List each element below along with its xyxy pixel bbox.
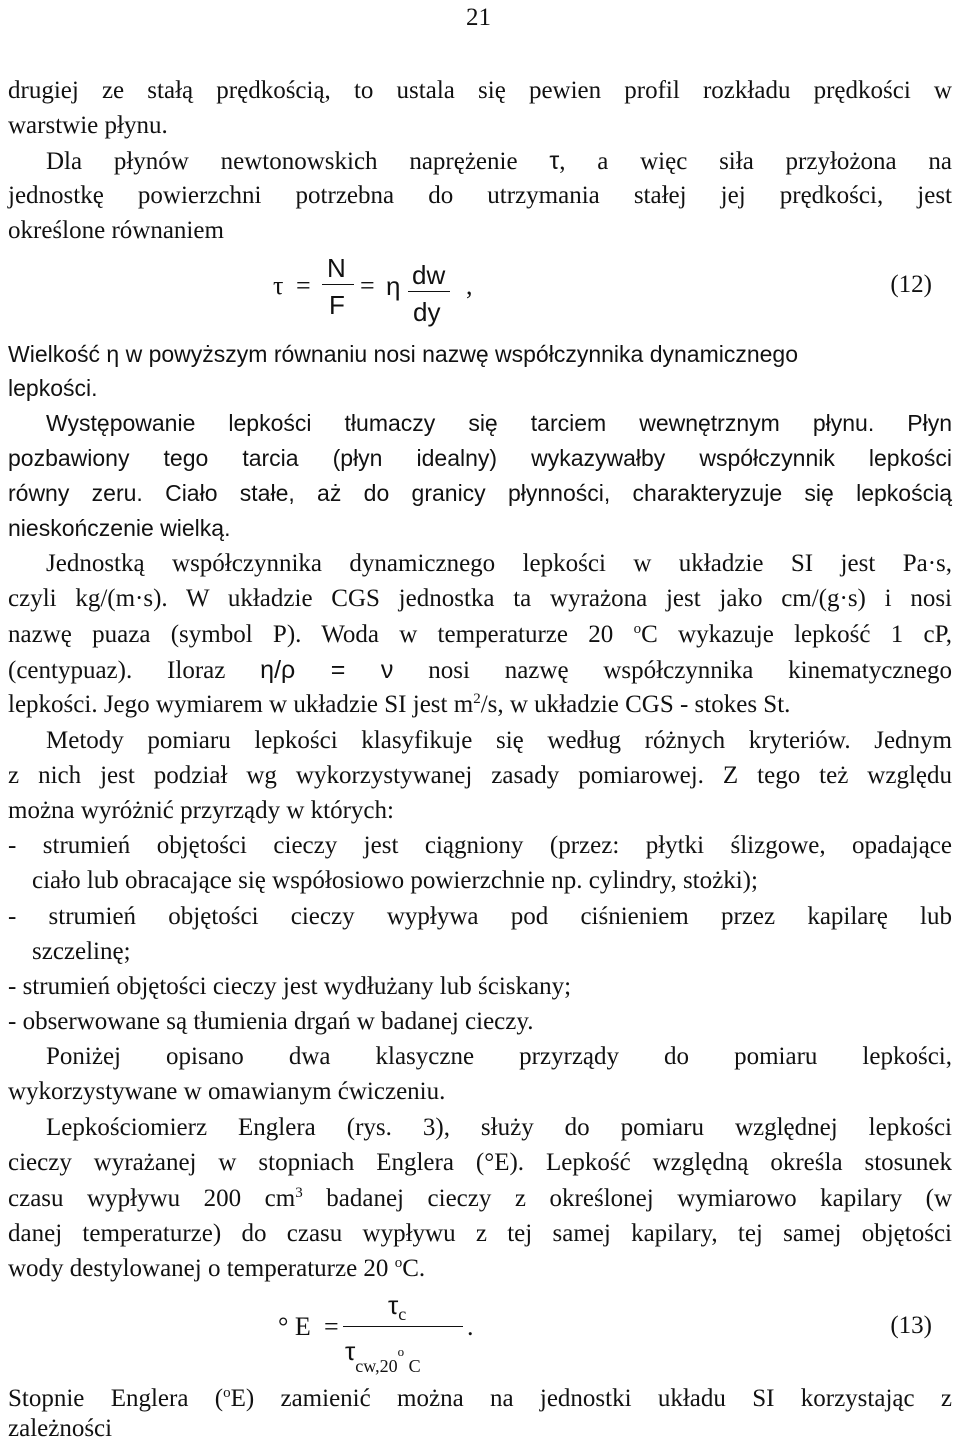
text-line: warstwie płynu. — [8, 112, 168, 139]
list-item-continuation: ciało lub obracające się współosiowo powierzchnie np. cylindry, stożki); — [32, 867, 758, 894]
text-line: określone równaniem — [8, 217, 224, 244]
text-line — [8, 146, 952, 177]
eq-numerator-n: N — [327, 253, 346, 283]
eq-equals: = — [296, 271, 311, 300]
text-line: można wyróżnić przyrządy w których: — [8, 797, 394, 824]
text-line — [8, 339, 952, 369]
tau-symbol: τ — [345, 1336, 356, 1366]
text-span: nazwę puaza (symbol P). Woda w temperaturze 20 — [8, 621, 634, 648]
superscript: o — [394, 1255, 403, 1271]
text-span: E) zamienić można na jednostki układu SI korzystając z — [230, 1385, 952, 1412]
text-line: nieskończenie wielką. — [8, 515, 231, 541]
superscript: o — [633, 621, 642, 637]
fraction-bar — [408, 291, 450, 292]
list-item: - strumień objętości cieczy jest wydłużany lub ściskany; — [8, 973, 572, 1000]
text-line: Występowanie lepkości tłumaczy się tarciem wewnętrznym płynu. Płyn — [46, 410, 952, 436]
text-span: Wielkość — [8, 341, 107, 367]
fraction-bar — [322, 284, 354, 285]
page-number: 21 — [466, 4, 491, 31]
text-span: Dla płynów newtonowskich naprężenie — [46, 148, 550, 175]
text-line: danej temperaturze) do czasu wypływu z tej samej kapilary, tej samej objętości — [8, 1220, 952, 1247]
equation-number: (12) — [890, 271, 932, 298]
text-span: C. — [402, 1255, 426, 1282]
text-span: wody destylowanej o temperaturze 20 — [8, 1255, 395, 1282]
subscript-text: cw,20 — [355, 1356, 398, 1376]
list-item-continuation: szczelinę; — [32, 938, 131, 965]
equation-number: (13) — [890, 1312, 932, 1339]
text-span: czasu wypływu 200 cm — [8, 1185, 296, 1212]
eq-degree-e: ° E — [278, 1312, 311, 1341]
text-span: /s, w układzie CGS - stokes St. — [480, 691, 791, 718]
text-line: równy zeru. Ciało stałe, aż do granicy płynności, charakteryzuje się lepkością — [8, 480, 952, 506]
eq-comma: , — [466, 271, 473, 300]
eta-rho-nu-symbols: η/ρ = ν — [260, 656, 394, 684]
text-span: Stopnie Englera ( — [8, 1385, 224, 1412]
eq-tau: τ — [273, 271, 284, 300]
text-line: czyli kg/(m·s). W układzie CGS jednostka ta wyrażona jest jako cm/(g·s) i nosi — [8, 585, 952, 612]
list-item: - strumień objętości cieczy jest ciągniony (przez: płytki ślizgowe, opadające — [8, 832, 952, 859]
eq-equals: = — [324, 1312, 339, 1341]
subscript-text: C — [404, 1356, 421, 1376]
eq-denominator-f: F — [329, 290, 345, 320]
eq-period: . — [467, 1312, 474, 1341]
text-line — [8, 690, 952, 720]
text-line — [8, 655, 952, 686]
superscript: 3 — [295, 1185, 303, 1201]
text-line: Poniżej opisano dwa klasyczne przyrządy do pomiaru lepkości, — [46, 1043, 952, 1070]
fraction-bar — [343, 1326, 463, 1327]
eq-eta: η — [386, 271, 401, 301]
text-line: Lepkościomierz Englera (rys. 3), służy do pomiaru względnej lepkości — [46, 1114, 952, 1141]
text-span: w powyższym równaniu nosi nazwę współczynnika dynamicznego — [119, 341, 799, 367]
text-span: , a więc siła przyłożona na — [559, 148, 952, 175]
text-line — [8, 620, 952, 650]
superscript: o — [397, 1344, 405, 1359]
eq-equals-2: = — [360, 271, 375, 300]
text-line: jednostkę powierzchni potrzebna do utrzymania stałej jej prędkości, jest — [8, 182, 952, 209]
superscript: 2 — [473, 691, 481, 707]
subscript — [355, 1344, 421, 1376]
superscript: o — [223, 1385, 231, 1401]
text-line — [8, 1384, 952, 1414]
text-line: wykorzystywane w omawianym ćwiczeniu. — [8, 1078, 446, 1105]
text-line: lepkości. — [8, 375, 98, 401]
text-line: pozbawiony tego tarcia (płyn idealny) wykazywałby współczynnik lepkości — [8, 445, 952, 471]
text-line: Jednostką współczynnika dynamicznego lepkości w układzie SI jest Pa·s, — [46, 550, 952, 577]
tau-symbol: τ — [388, 1290, 399, 1320]
text-span: lepkości. Jego wymiarem w układzie SI jest m — [8, 691, 474, 718]
eq-denominator — [345, 1336, 421, 1376]
text-line: z nich jest podział wg wykorzystywanej zasady pomiarowej. Z tego też względu — [8, 762, 952, 789]
eq-denominator-dy: dy — [413, 297, 441, 327]
eq-numerator-dw: dw — [412, 260, 446, 290]
subscript: c — [398, 1304, 407, 1324]
tau-symbol: τ — [549, 147, 560, 175]
text-line — [8, 1184, 952, 1214]
list-item: - strumień objętości cieczy wypływa pod ciśnieniem przez kapilarę lub — [8, 903, 952, 930]
eq-numerator-tau — [388, 1290, 407, 1324]
text-line: cieczy wyrażanej w stopniach Englera (°E). Lepkość względną określa stosunek — [8, 1149, 952, 1176]
text-span: nosi nazwę współczynnika kinematycznego — [393, 657, 952, 684]
text-line: Metody pomiaru lepkości klasyfikuje się według różnych kryteriów. Jednym — [46, 727, 952, 754]
text-line — [8, 1254, 952, 1284]
text-span: (centypuaz). Iloraz — [8, 657, 261, 684]
text-span: C wykazuje lepkość 1 cP, — [641, 621, 952, 648]
list-item: - obserwowane są tłumienia drgań w badanej cieczy. — [8, 1008, 534, 1035]
text-span: badanej cieczy z określonej wymiarowo kapilary (w — [302, 1185, 952, 1212]
text-line: drugiej ze stałą prędkością, to ustala się pewien profil rozkładu prędkości w — [8, 77, 952, 104]
text-line: zależności — [8, 1415, 113, 1442]
eta-symbol: η — [106, 341, 120, 367]
